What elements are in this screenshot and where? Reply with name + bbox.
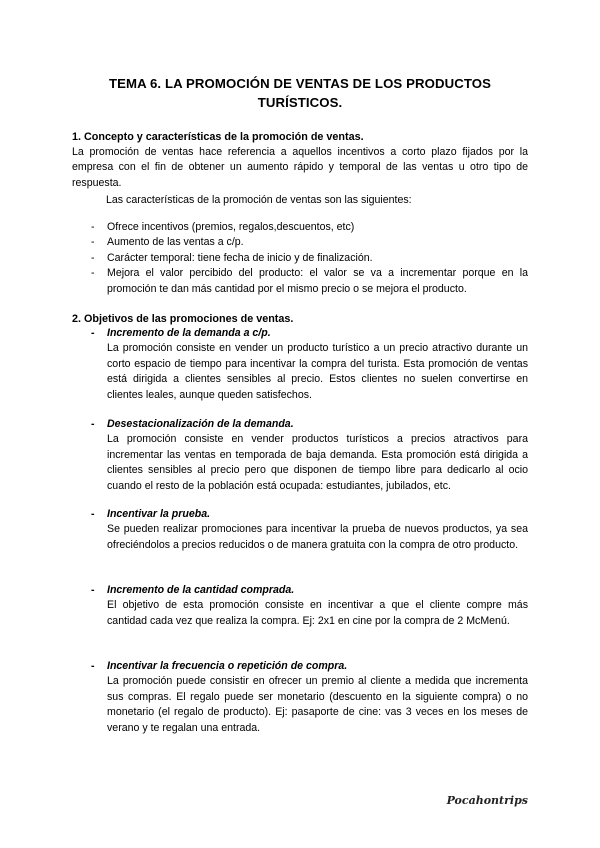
objective-title: Desestacionalización de la demanda. [107, 418, 294, 430]
objective-item [72, 659, 528, 736]
bullet-dash: - [91, 327, 95, 339]
bullet-dash: - [91, 251, 95, 264]
objective-text: La promoción consiste en vender un producto turístico a un precio atractivo durante un corto espacio de tiempo para incentivar la compra del turista. Esta promoción de ventas está dirigida a clientes sensibles al precio. Estos clientes no suelen convertirse en clientes leales, aunque queden satisfechos. [107, 342, 528, 401]
bullet-dash: - [91, 418, 95, 430]
bullet-dash: - [91, 267, 95, 280]
objective-text: Se pueden realizar promociones para incentivar la prueba de nuevos productos, ya sea ofreciéndolos a precios reducidos o de manera gratuita con la compra de otro producto. [107, 523, 528, 551]
objective-title: Incentivar la frecuencia o repetición de compra. [107, 660, 348, 672]
list-item [72, 266, 528, 297]
list-item [72, 235, 528, 250]
signature-logo: Pocahontrips [446, 794, 528, 807]
objective-text: La promoción puede consistir en ofrecer un premio al cliente a medida que incrementa sus compras. El regalo puede ser monetario (descuento en la siguiente compra) o no monetario (el regalo de producto). Ej: pasaporte de cine: vas 3 veces en los meses de verano y te regalan una entrada. [107, 675, 528, 734]
section1-heading: 1. Concepto y características de la promoción de ventas. [72, 131, 364, 143]
page-title: TEMA 6. LA PROMOCIÓN DE VENTAS DE LOS PRODUCTOS TURÍSTICOS. [108, 76, 492, 110]
bullet-dash: - [91, 660, 95, 672]
bullet-dash: - [91, 508, 95, 520]
bullet-dash: - [91, 584, 95, 596]
bullet-dash: - [91, 221, 95, 233]
objective-title: Incremento de la cantidad comprada. [107, 584, 295, 596]
objective-item [72, 417, 528, 494]
section1-intro: Las características de la promoción de ventas son las siguientes: [106, 194, 412, 206]
list-item-text: Mejora el valor percibido del producto: el valor se va a incrementar porque en la promoción te dan más cantidad por el mismo precio o se mejora el producto. [107, 267, 528, 295]
objective-title: Incentivar la prueba. [107, 508, 211, 520]
objective-text: El objetivo de esta promoción consiste en incentivar a que el cliente compre más cantidad cada vez que realiza la compra. Ej: 2x1 en cine por la compra de 2 McMenú. [107, 599, 528, 627]
objective-item [72, 326, 528, 403]
bullet-dash: - [91, 236, 95, 249]
objective-title: Incremento de la demanda a c/p. [107, 327, 271, 339]
section1-paragraph: La promoción de ventas hace referencia a aquellos incentivos a corto plazo fijados por la empresa con el fin de obtener un aumento rápido y temporal de las ventas u otro tipo de respuesta. [72, 146, 528, 189]
characteristics-list [72, 220, 528, 297]
list-item [72, 251, 528, 266]
list-item-text: Ofrece incentivos (premios, regalos,descuentos, etc) [107, 221, 355, 233]
section2-heading: 2. Objetivos de las promociones de ventas. [72, 313, 294, 325]
list-item [72, 220, 528, 235]
objective-item [72, 507, 528, 553]
objective-text: La promoción consiste en vender productos turísticos a precios atractivos para incrementar las ventas en temporada de baja demanda. Esta promoción está dirigida a clientes sensibles al precio pero que disponen de tiempo libre para dedicarlo al ocio cuando el resto de la población está ocupada: estudiantes, jubilados, etc. [107, 433, 528, 492]
list-item-text: Aumento de las ventas a c/p. [107, 236, 244, 249]
list-item-text: Carácter temporal: tiene fecha de inicio y de finalización. [107, 251, 373, 264]
objective-item [72, 583, 528, 629]
